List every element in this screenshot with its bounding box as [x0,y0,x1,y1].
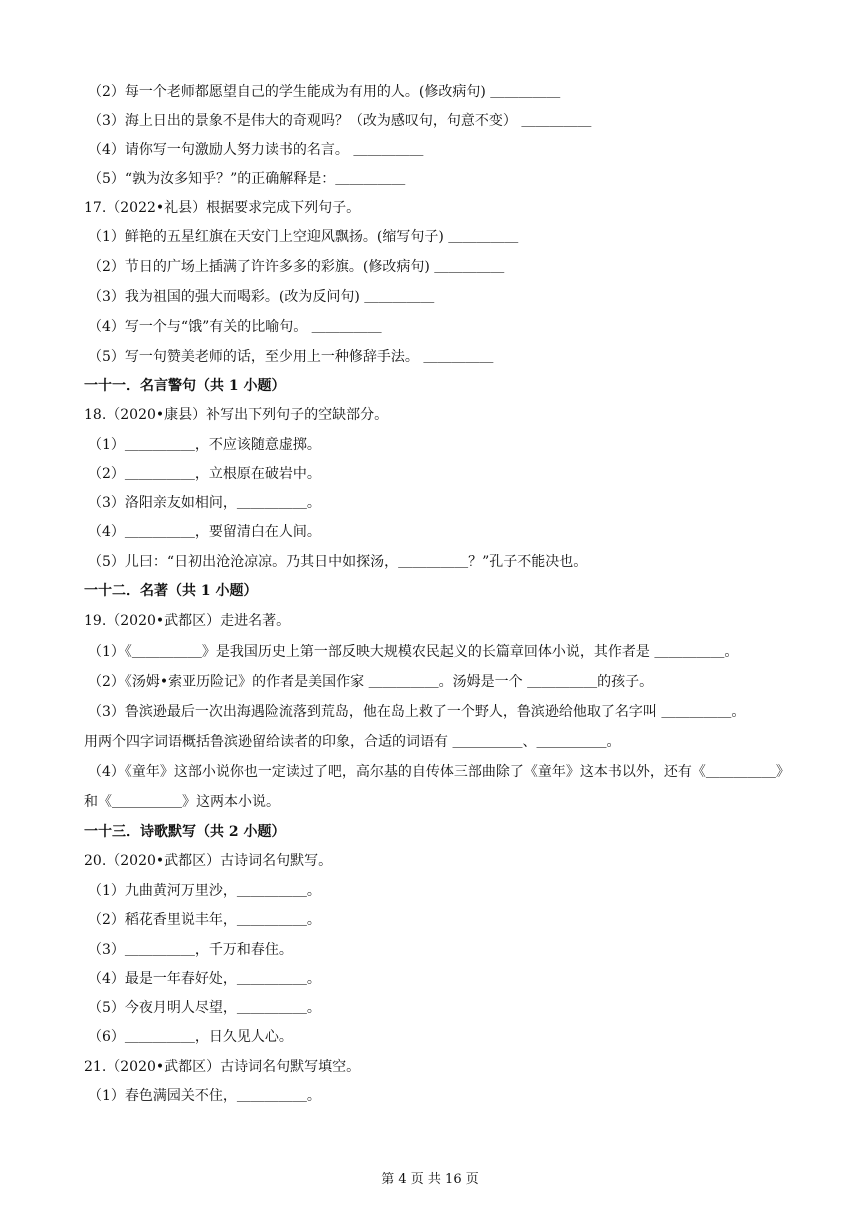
question-line: （3）我为祖国的强大而喝彩。(改为反问句) ＿＿＿＿＿ [88,289,435,305]
question-title: 20.（2020•武都区）古诗词名句默写。 [84,853,333,869]
question-line: （1）春色满园关不住，＿＿＿＿＿。 [88,1088,321,1104]
question-line: （4）《童年》这部小说你也一定读过了吧，高尔基的自传体三部曲除了《童年》这本书以外，还有《＿＿＿＿＿》 [88,764,790,780]
question-line: （3）洛阳亲友如相问，＿＿＿＿＿。 [88,495,321,511]
question-line: （2）节日的广场上插满了许许多多的彩旗。(修改病句) ＿＿＿＿＿ [88,259,505,275]
question-line: （3）海上日出的景象不是伟大的奇观吗？（改为感叹句，句意不变） ＿＿＿＿＿ [88,113,592,129]
section-heading: 一十三．诗歌默写（共 2 小题） [84,824,286,840]
question-line: （2）《汤姆•索亚历险记》的作者是美国作家 ＿＿＿＿＿。汤姆是一个 ＿＿＿＿＿的孩子。 [88,674,654,690]
question-line: （2）稻花香里说丰年，＿＿＿＿＿。 [88,912,321,928]
question-line: （2）＿＿＿＿＿，立根原在破岩中。 [88,466,321,482]
question-line: （5）写一句赞美老师的话，至少用上一种修辞手法。 ＿＿＿＿＿ [88,349,494,365]
question-line: （5）今夜月明人尽望，＿＿＿＿＿。 [88,1000,321,1016]
question-line: （4）请你写一句激励人努力读书的名言。 ＿＿＿＿＿ [88,142,424,158]
question-line: （3）鲁滨逊最后一次出海遇险流落到荒岛，他在岛上救了一个野人，鲁滨逊给他取了名字叫 ＿＿＿＿＿。 [88,704,746,720]
question-line: （4）＿＿＿＿＿，要留清白在人间。 [88,524,321,540]
question-title: 17.（2022•礼县）根据要求完成下列句子。 [84,200,361,216]
question-title: 19.（2020•武都区）走进名著。 [84,613,291,629]
question-line: （5）“孰为汝多知乎？”的正确解释是：＿＿＿＿＿ [88,171,406,187]
question-line: （5）儿曰：“日初出沧沧凉凉。乃其日中如探汤，＿＿＿＿＿？”孔子不能决也。 [88,554,588,570]
question-line: （1）九曲黄河万里沙，＿＿＿＿＿。 [88,883,321,899]
question-line: （1）鲜艳的五星红旗在天安门上空迎风飘扬。(缩写句子) ＿＿＿＿＿ [88,229,519,245]
question-line: （1）＿＿＿＿＿，不应该随意虚掷。 [88,437,321,453]
question-line: 用两个四字词语概括鲁滨逊留给读者的印象，合适的词语有 ＿＿＿＿＿、＿＿＿＿＿。 [84,734,621,750]
question-line: （4）最是一年春好处，＿＿＿＿＿。 [88,971,321,987]
question-line: （2）每一个老师都愿望自己的学生能成为有用的人。(修改病句) ＿＿＿＿＿ [88,84,561,100]
question-title: 21.（2020•武都区）古诗词名句默写填空。 [84,1059,361,1075]
page-footer: 第 4 页 共 16 页 [381,1172,479,1187]
question-line: （3）＿＿＿＿＿，千万和春住。 [88,942,293,958]
question-line: 和《＿＿＿＿＿》这两本小说。 [84,794,280,810]
question-line: （1）《＿＿＿＿＿》是我国历史上第一部反映大规模农民起义的长篇章回体小说，其作者是 ＿＿＿＿＿。 [88,644,739,660]
question-title: 18.（2020•康县）补写出下列句子的空缺部分。 [84,407,389,423]
question-line: （6）＿＿＿＿＿，日久见人心。 [88,1029,293,1045]
question-line: （4）写一个与“饿”有关的比喻句。 ＿＿＿＿＿ [88,319,382,335]
section-heading: 一十二．名著（共 1 小题） [84,583,258,599]
section-heading: 一十一．名言警句（共 1 小题） [84,378,286,394]
